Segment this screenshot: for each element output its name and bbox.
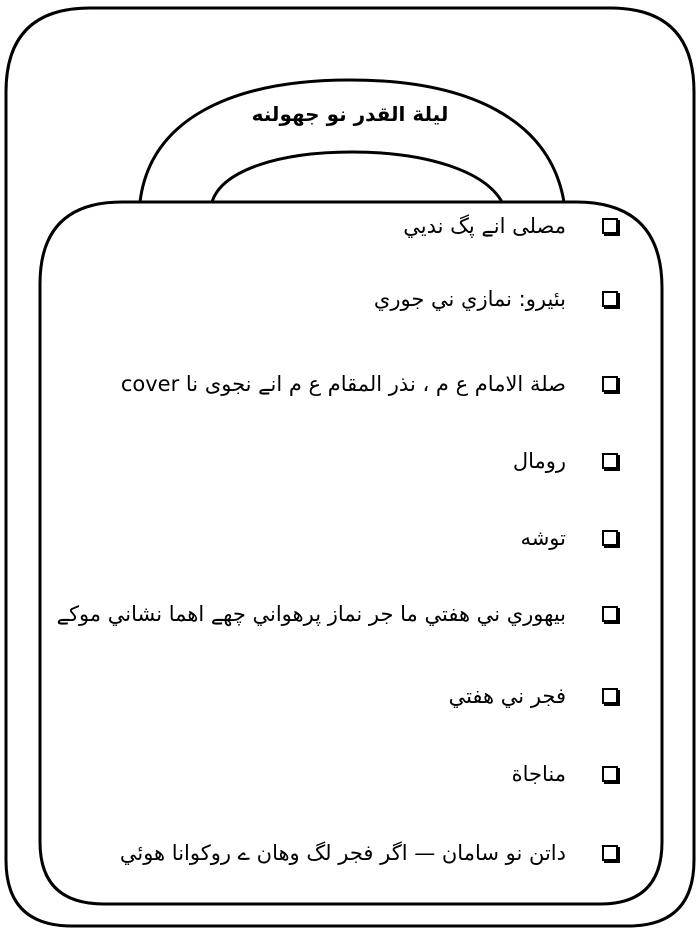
checklist-item-label: داتن نو سامان — اگر فجر لگ وهان ے روكوانا هوئي xyxy=(119,841,566,865)
checklist-item xyxy=(60,206,620,246)
checklist-item xyxy=(60,279,620,319)
page-title: ليلة القدر نو جهولنه xyxy=(251,102,449,126)
checklist-item xyxy=(60,441,620,481)
checkbox[interactable] xyxy=(602,453,618,469)
checklist-item xyxy=(60,833,620,873)
checkbox[interactable] xyxy=(602,766,618,782)
checklist-item xyxy=(56,594,620,634)
checklist-item-label: صلة الامام ع م ، نذر المقام ع م انے نجوى نا cover xyxy=(120,372,566,396)
checkbox[interactable] xyxy=(602,845,618,861)
handle-inner-arc xyxy=(212,152,502,202)
checklist-item-label: بيهوري ني هفتي ما جر نماز پرهواني چهے اهما نشاني موكے xyxy=(56,602,566,626)
checklist-item-label: مناجاة xyxy=(511,762,566,786)
checkbox[interactable] xyxy=(602,376,618,392)
checklist-item-label: رومال xyxy=(512,449,566,473)
checklist-item xyxy=(60,364,620,404)
checklist-item-label: بئيرو: نمازي ني جوري xyxy=(373,287,566,311)
checkbox[interactable] xyxy=(602,530,618,546)
checklist-item xyxy=(60,676,620,716)
checklist-item xyxy=(60,754,620,794)
checkbox[interactable] xyxy=(602,688,618,704)
checkbox[interactable] xyxy=(602,218,618,234)
checkbox[interactable] xyxy=(602,606,618,622)
checklist-item-label: فجر ني هفتي xyxy=(448,684,566,708)
checklist-item-label: مصلى انے پگ نديي xyxy=(403,214,566,238)
checklist-item xyxy=(60,518,620,558)
checklist-item-label: توشه xyxy=(520,526,566,550)
checkbox[interactable] xyxy=(602,291,618,307)
